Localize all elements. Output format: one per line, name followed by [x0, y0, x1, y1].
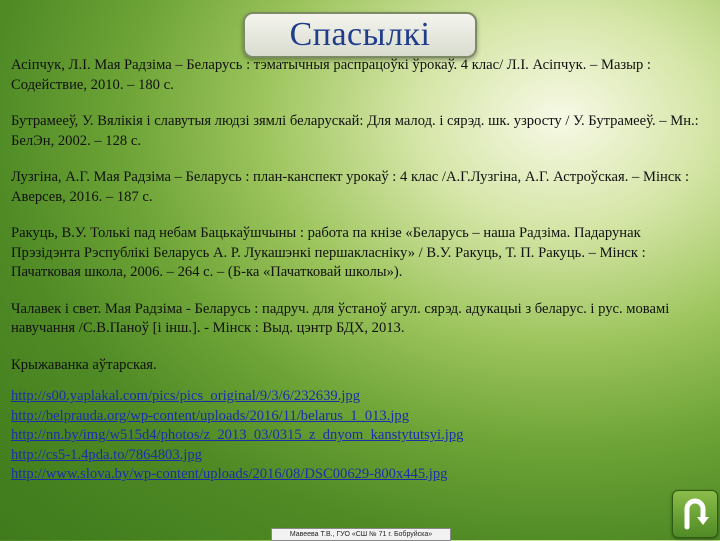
- page-title: Спасылкі: [289, 16, 431, 53]
- reference-item: Бутрамееў, У. Вялікія і славутыя людзі зямлі беларускай: Для малод. і сярэд. шк. узросту / У. Бутрамееў. – Мн.: БелЭн, 2002. – 128 с.: [11, 113, 699, 149]
- links-list: [11, 387, 711, 485]
- reference-item: Чалавек і свет. Мая Радзіма - Беларусь : падруч. для ўстаноў агул. сярэд. адукацыі з беларус. і рус. мовамі навучання /С.В.Панoў [і інш.]. - Мінск : Выд. цэнтр БДХ, 2013.: [11, 300, 670, 336]
- reference-item: Крыжаванка аўтарская.: [11, 356, 157, 373]
- reference-item: Ракуць, В.У. Толькі пад небам Бацькаўшчыны : работа па кнізе «Беларусь – наша Радзіма. Падарунак Прэзідэнта Рэспублікі Беларусь А. Р. Лукашэнкі першакласніку» / В.У. Ракуць, Т. П. Ракуць. – Мінск : Пачатковая школа, 2006. – 264 с. – (Б-ка «Пачатковай школы»).: [11, 225, 646, 280]
- image-link[interactable]: http://s00.yaplakal.com/pics/pics_original/9/3/6/232639.jpg: [11, 388, 360, 404]
- title-box: [243, 12, 477, 58]
- image-link[interactable]: http://belprauda.org/wp-content/uploads/2016/11/belarus_1_013.jpg: [11, 407, 410, 424]
- u-turn-arrow-icon: [678, 497, 712, 531]
- reference-item: Асіпчук, Л.І. Мая Радзіма – Беларусь : тэматычныя распрацоўкі ўрокаў. 4 клас/ Л.І. Асіпчук. – Мазыр : Содействие, 2010. – 180 с.: [11, 57, 651, 93]
- reference-item: Лузгіна, А.Г. Мая Радзіма – Беларусь : план-канспект урокаў : 4 клас /А.Г.Лузгіна, А.Г. Астроўская. – Мінск : Аверсев, 2016. – 187 с.: [11, 169, 690, 205]
- image-link[interactable]: http://nn.by/img/w515d4/photos/z_2013_03/0315_z_dnyom_kanstytutsyi.jpg: [11, 427, 464, 444]
- image-link[interactable]: http://cs5-1.4pda.to/7864803.jpg: [11, 446, 202, 463]
- image-link[interactable]: http://www.slova.by/wp-content/uploads/2016/08/DSC00629-800x445.jpg: [11, 466, 448, 483]
- references-list: [11, 56, 711, 485]
- back-button[interactable]: [672, 490, 718, 538]
- author-footer: Мавеева Т.В., ГУО «СШ № 71 г. Бобруйска»: [271, 528, 451, 541]
